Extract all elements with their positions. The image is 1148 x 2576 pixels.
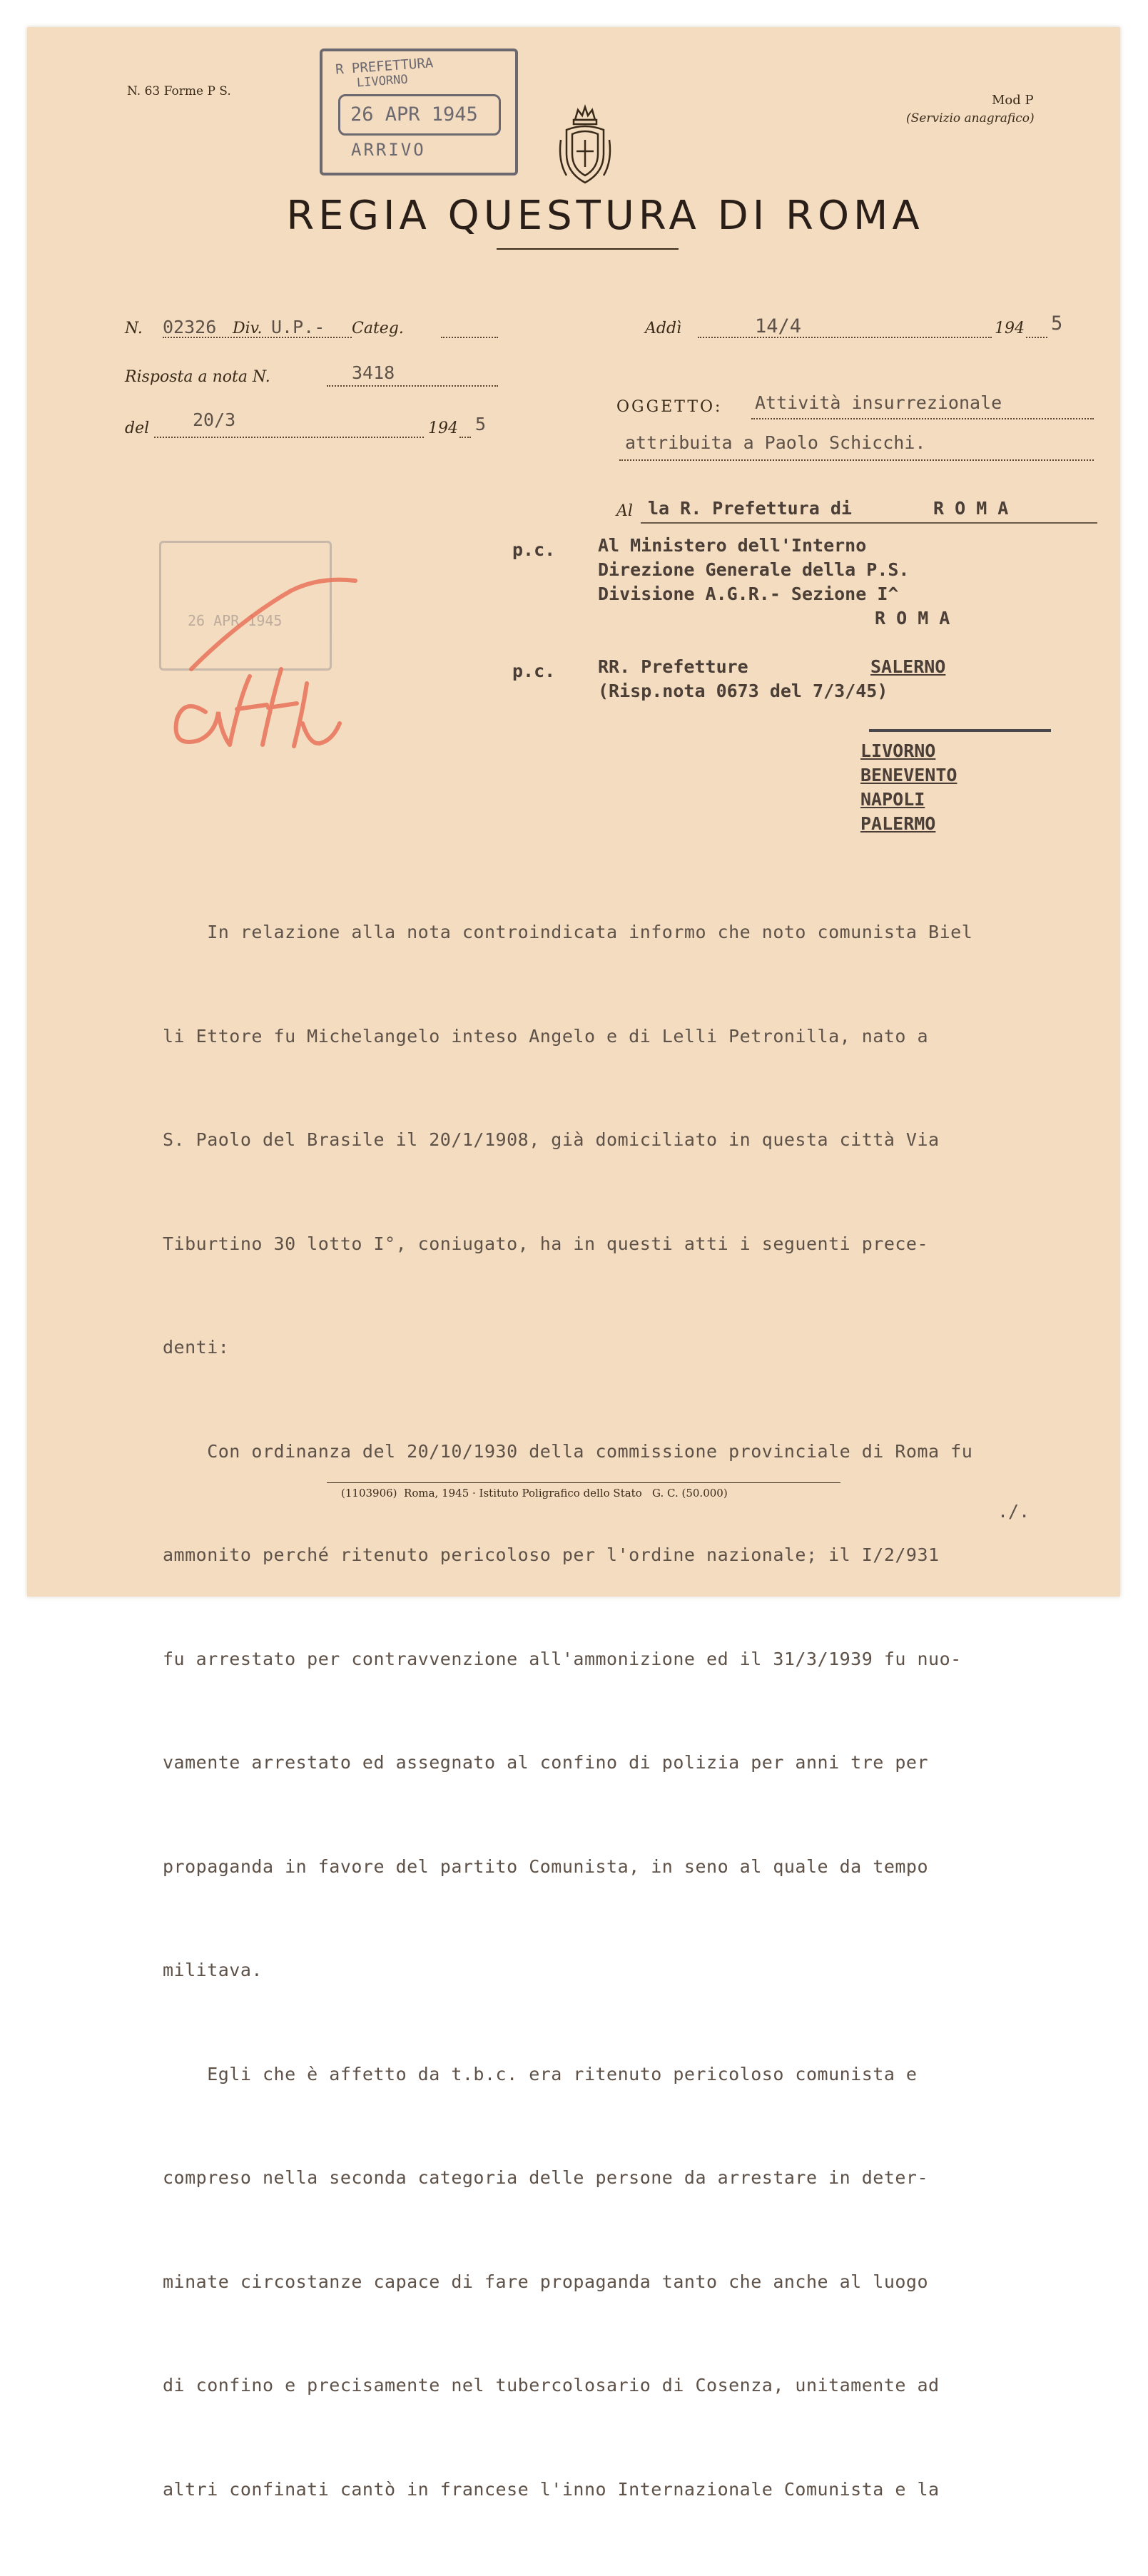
pc1-line-1: Al Ministero dell'Interno: [598, 535, 867, 556]
body-line: S. Paolo del Brasile il 20/1/1908, già domiciliato in questa città Via: [163, 1129, 940, 1150]
body-line: fu arrestato per contravvenzione all'ammonizione ed il 31/3/1939 fu nuo-: [163, 1648, 962, 1669]
pc1-line-3: Divisione A.G.R.- Sezione I^: [598, 584, 899, 604]
pc1-label: p.c.: [512, 539, 556, 560]
mod-label: Mod P: [992, 93, 1034, 108]
body-line: altri confinati cantò in francese l'inno Internazionale Comunista e la: [163, 2478, 940, 2500]
city-item: LIVORNO: [860, 740, 936, 761]
al-recipient: la R. Prefettura di: [648, 498, 852, 519]
mod-subtitle: (Servizio anagrafico): [906, 111, 1035, 126]
body-text: [163, 846, 1129, 2576]
body-line: di confino e precisamente nel tubercolosario di Cosenza, unitamente ad: [163, 2375, 940, 2396]
body-line: li Ettore fu Michelangelo inteso Angelo e di Lelli Petronilla, nato a: [163, 1025, 929, 1047]
city-item: PALERMO: [860, 813, 936, 834]
addi-label: Addì: [645, 320, 682, 337]
year-prefix: 194: [995, 320, 1025, 337]
body-line: vamente arrestato ed assegnato al confino di polizia per anni tre per: [163, 1752, 929, 1773]
pc1-city: R O M A: [875, 608, 950, 628]
n-label: N.: [125, 320, 143, 337]
pc2-city-salerno: SALERNO: [870, 656, 946, 677]
pc2-label: p.c.: [512, 661, 556, 681]
al-city: R O M A: [933, 498, 1009, 519]
body-line: militava.: [163, 1960, 263, 1980]
body-line: denti:: [163, 1337, 230, 1358]
pc2-line-2: (Risp.nota 0673 del 7/3/45): [598, 681, 888, 701]
body-line: minate circostanze capace di fare propaganda tanto che anche al luogo: [163, 2271, 929, 2292]
al-label: Al: [616, 502, 633, 520]
del-year-digit: 5: [475, 414, 487, 434]
body-line: Con ordinanza del 20/10/1930 della commissione provinciale di Roma fu: [163, 1440, 973, 1462]
continuation-mark: ./.: [997, 1501, 1030, 1522]
oggetto-line-1: Attività insurrezionale: [755, 392, 1002, 413]
pc2-line-1: RR. Prefetture: [598, 656, 748, 677]
del-year-prefix: 194: [428, 419, 458, 437]
body-line: In relazione alla nota controindicata informo che noto comunista Biel: [163, 922, 973, 942]
date-value: 14/4: [755, 315, 802, 337]
faint-stamp-date: 26 APR 1945: [188, 612, 283, 629]
coat-of-arms-icon: [557, 104, 614, 190]
body-line: compreso nella seconda categoria delle persone da arrestare in deter-: [163, 2167, 929, 2188]
body-line: Egli che è affetto da t.b.c. era ritenuto pericoloso comunista e: [163, 2063, 918, 2084]
page-title: REGIA QUESTURA DI ROMA: [286, 193, 924, 239]
del-label: del: [125, 419, 150, 437]
risposta-value: 3418: [352, 362, 395, 383]
city-item: BENEVENTO: [860, 765, 957, 785]
title-rule: [497, 248, 679, 250]
body-line: ammonito perché ritenuto pericoloso per l'ordine nazionale; il I/2/931: [163, 1544, 940, 1565]
printer-imprint: (1103906) Roma, 1945 · Istituto Poligrafico dello Stato G. C. (50.000): [341, 1487, 728, 1500]
body-line: Tiburtino 30 lotto I°, coniugato, ha in questi atti i seguenti prece-: [163, 1233, 929, 1254]
risposta-label: Risposta a nota N.: [125, 368, 270, 386]
city-item: NAPOLI: [860, 789, 925, 810]
body-line: propaganda in favore del partito Comunista, in seno al quale da tempo: [163, 1855, 929, 1877]
oggetto-line-2: attribuita a Paolo Schicchi.: [625, 432, 926, 453]
pc1-line-2: Direzione Generale della P.S.: [598, 559, 910, 580]
categ-label: Categ.: [352, 320, 404, 337]
protocol-number: 02326: [163, 317, 217, 337]
form-number: N. 63 Forme P S.: [127, 84, 231, 98]
red-annotation: [141, 576, 384, 776]
div-value: U.P.-: [271, 317, 325, 337]
oggetto-label: OGGETTO:: [616, 398, 723, 416]
document-page: [27, 27, 1120, 2500]
del-value: 20/3: [193, 409, 236, 430]
div-label: Div.: [233, 320, 263, 337]
year-digit: 5: [1051, 312, 1063, 335]
arrival-stamp: R PREFETTURA LIVORNO 26 APR 1945 ARRIVO: [320, 49, 518, 175]
